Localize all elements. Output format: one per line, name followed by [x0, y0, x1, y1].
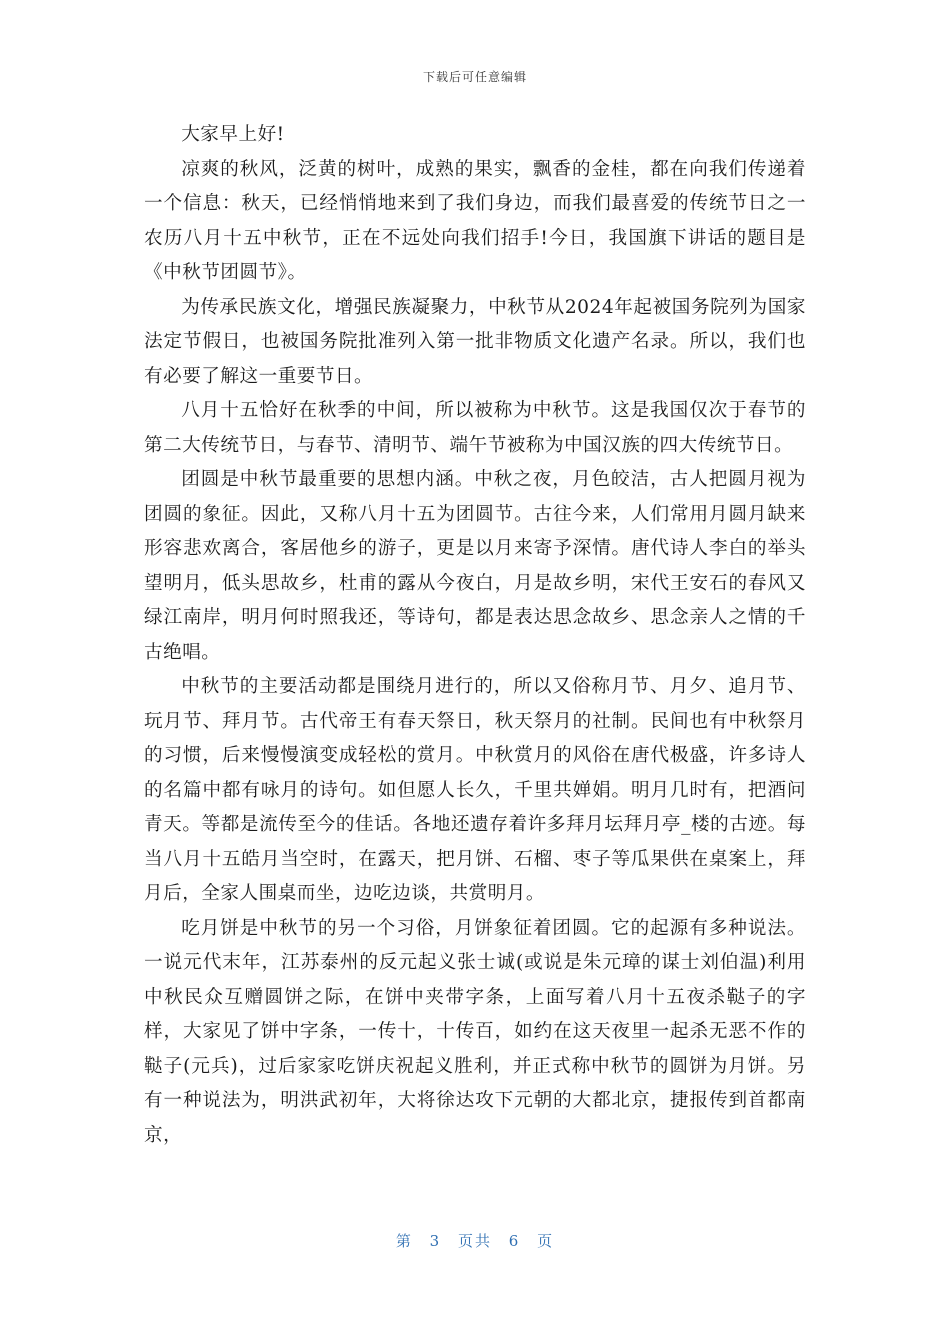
paragraph-moon-activities: 中秋节的主要活动都是围绕月进行的，所以又俗称月节、月夕、追月节、玩月节、拜月节。古代帝王有春天祭日，秋天祭月的社制。民间也有中秋祭月的习惯，后来慢慢演变成轻松的赏月。中秋赏月的风俗在唐代极盛，许多诗人的名篇中都有咏月的诗句。如但愿人长久，千里共婵娟。明月几时有，把酒问青天。等都是流传至今的佳话。各地还遗存着许多拜月坛拜月亭_楼的古迹。每当八月十五皓月当空时，在露天，把月饼、石榴、枣子等瓜果供在桌案上，拜月后，全家人围桌而坐，边吃边谈，共赏明月。	[144, 676, 806, 904]
paragraph-mooncake: 吃月饼是中秋节的另一个习俗，月饼象征着团圆。它的起源有多种说法。一说元代末年，江苏泰州的反元起义张士诚(或说是朱元璋的谋士刘伯温)利用中秋民众互赠圆饼之际，在饼中夹带字条，上面写着八月十五夜杀鞑子的字样，大家见了饼中字条，一传十，十传百，如约在这天夜里一起杀无恶不作的鞑子(元兵)，过后家家吃饼庆祝起义胜利，并正式称中秋节的圆饼为月饼。另有一种说法为，明洪武初年，大将徐达攻下元朝的大都北京，捷报传到首都南京，	[144, 917, 806, 1146]
page-footer-pagination: 第 3 页共 6 页	[395, 1232, 555, 1250]
paragraph-name-origin: 八月十五恰好在秋季的中间，所以被称为中秋节。这是我国仅次于春节的第二大传统节日，与春节、清明节、端午节被称为中国汉族的四大传统节日。	[144, 400, 806, 456]
paragraph-greeting: 大家早上好!	[181, 124, 285, 145]
paragraph-intro: 凉爽的秋风，泛黄的树叶，成熟的果实，飘香的金桂，都在向我们传递着一个信息：秋天，已经悄悄地来到了我们身边，而我们最喜爱的传统节日之一农历八月十五中秋节，正在不远处向我们招手!今日，我国旗下讲话的题目是《中秋节团圆节》。	[144, 158, 806, 283]
paragraph-reunion: 团圆是中秋节最重要的思想内涵。中秋之夜，月色皎洁，古人把圆月视为团圆的象征。因此，又称八月十五为团圆节。古往今来，人们常用月圆月缺来形容悲欢离合，客居他乡的游子，更是以月来寄予深情。唐代诗人李白的举头望明月，低头思故乡，杜甫的露从今夜白，月是故乡明，宋代王安石的春风又绿江南岸，明月何时照我还，等诗句，都是表达思念故乡、思念亲人之情的千古绝唱。	[144, 469, 806, 663]
document-body	[144, 118, 806, 1153]
paragraph-holiday-status: 为传承民族文化，增强民族凝聚力，中秋节从2024年起被国务院列为国家法定节假日，也被国务院批准列入第一批非物质文化遗产名录。所以，我们也有必要了解这一重要节日。	[144, 296, 806, 387]
page-header: 下载后可任意编辑	[422, 70, 527, 84]
